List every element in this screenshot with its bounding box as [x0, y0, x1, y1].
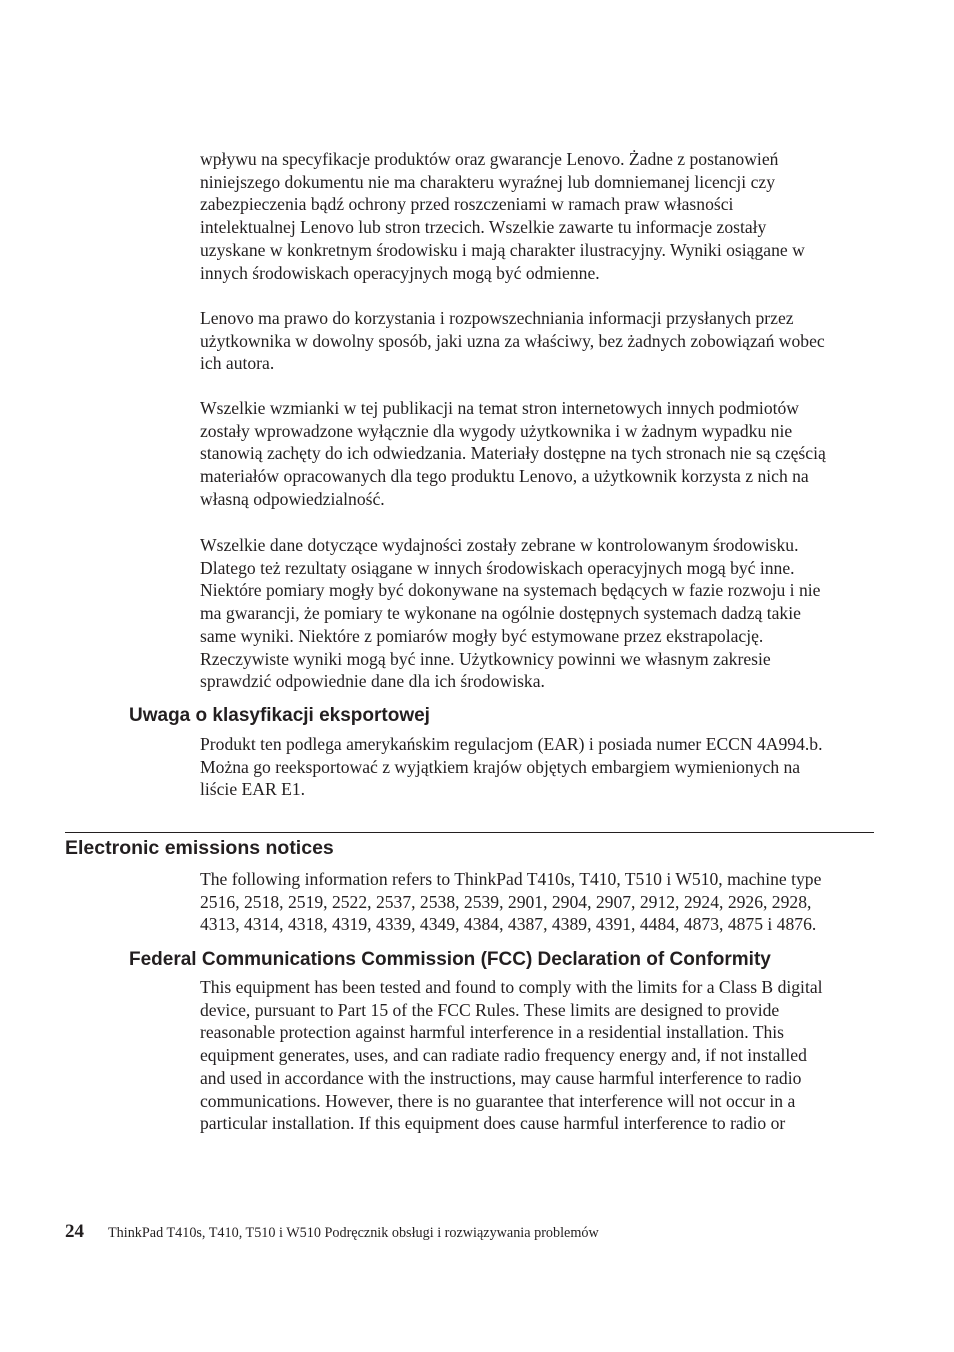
- fcc-declaration-text: This equipment has been tested and found to comply with the limits for a Class B digital device, pursuant to Part 15 of the FCC Rules. These limits are designed to provide reasonable protection against harmful interference in a residential installation. This equipment generates, uses, and can radiate radio frequency energy and, if not installed and used in accordance with the instructions, may cause harmful interference to radio communications. However, there is no guarantee that interference will not occur in a particular installation. If this equipment does cause harmful interference to radio or: [200, 977, 823, 1134]
- footer-document-title: ThinkPad T410s, T410, T510 i W510 Podręcznik obsługi i rozwiązywania problemów: [108, 1225, 599, 1241]
- paragraph-performance-data: Wszelkie dane dotyczące wydajności zostały zebrane w kontrolowanym środowisku. Dlatego też rezultaty osiągane w innych środowiskach operacyjnych mogą być inne. Niektóre pomiary mogły być dokonywane na systemach będących w fazie rozwoju i nie ma gwarancji, że pomiary te wykonane na ogólnie dostępnych systemach dadzą takie same wyniki. Niektóre z pomiarów mogły być estymowane przez ekstrapolację. Rzeczywiste wyniki mogą być inne. Użytkownicy powinni we własnym zakresie sprawdzić odpowiednie dane dla ich środowiska.: [200, 535, 821, 692]
- export-classification-text: Produkt ten podlega amerykańskim regulacjom (EAR) i posiada numer ECCN 4A994.b. Można go reeksportować z wyjątkiem krajów objętych embargiem wymienionych na liście EAR E1.: [200, 734, 823, 800]
- fcc-declaration-heading: Federal Communications Commission (FCC) Declaration of Conformity: [129, 949, 771, 970]
- page-number: 24: [65, 1221, 84, 1242]
- export-classification-heading: Uwaga o klasyfikacji eksportowej: [129, 705, 430, 726]
- paragraph-external-websites: Wszelkie wzmianki w tej publikacji na temat stron internetowych innych podmiotów zostały wprowadzone wyłącznie dla wygody użytkownika i w żadnym wypadku nie stanowią zachęty do ich odwiedzania. Materiały dostępne na tych stronach nie są częścią materiałów opracowanych dla tego produktu Lenovo, a użytkownik korzysta z nich na własną odpowiedzialność.: [200, 398, 826, 509]
- section-divider: [65, 832, 874, 833]
- paragraph-information-use: Lenovo ma prawo do korzystania i rozpowszechniania informacji przysłanych przez użytkownika w dowolny sposób, jaki uzna za właściwy, bez żadnych zobowiązań wobec ich autora.: [200, 308, 825, 374]
- electronic-emissions-heading: Electronic emissions notices: [65, 837, 334, 859]
- paragraph-specifications: wpływu na specyfikacje produktów oraz gwarancje Lenovo. Żadne z postanowień niniejszego dokumentu nie ma charakteru wyraźnej lub domniemanej licencji czy zabezpieczenia bądź ochrony przed roszczeniami w ramach praw własności intelektualnej Lenovo lub stron trzecich. Wszelkie zawarte tu informacje zostały uzyskane w konkretnym środowisku i mają charakter ilustracyjny. Wyniki osiągane w innych środowiskach operacyjnych mogą być odmienne.: [200, 149, 805, 283]
- electronic-emissions-text: The following information refers to ThinkPad T410s, T410, T510 i W510, machine type 2516, 2518, 2519, 2522, 2537, 2538, 2539, 2901, 2904, 2907, 2912, 2924, 2926, 2928, 4313, 4314, 4318, 4319, 4339, 4349, 4384, 4387, 4389, 4391, 4484, 4873, 4875 i 4876.: [200, 869, 822, 935]
